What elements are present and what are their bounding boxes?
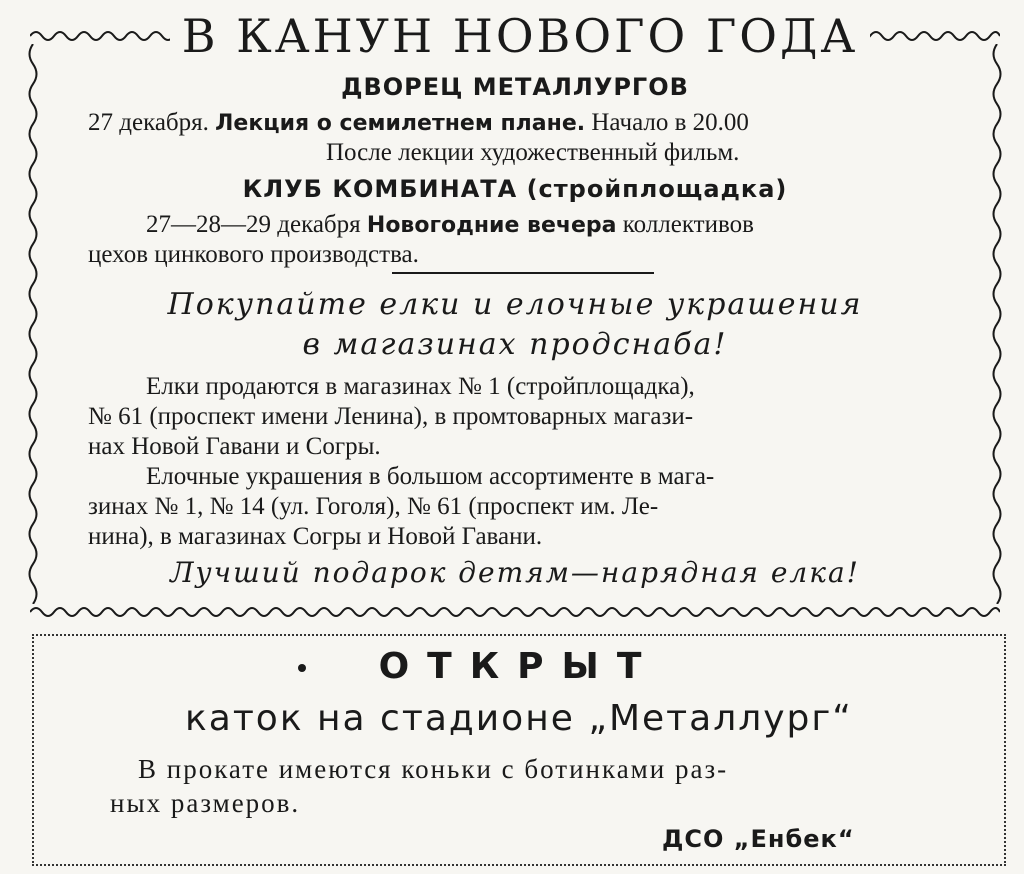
venue-metallurgists-palace: ДВОРЕЦ МЕТАЛЛУРГОВ xyxy=(341,73,689,101)
decor-line-2: зинах № 1, № 14 (ул. Гоголя), № 61 (проспект им. Ле- xyxy=(88,493,659,520)
lecture-line xyxy=(88,108,749,139)
wavy-border-left xyxy=(26,44,40,604)
closing-slogan: Лучший подарок детям—нарядная елка! xyxy=(170,556,860,589)
slogan-line-2: в магазинах продснаба! xyxy=(302,327,728,362)
wavy-border-bottom xyxy=(30,604,1000,620)
skating-rink-announcement xyxy=(32,634,1006,866)
rental-line-1: В прокате имеются коньки с ботинками раз- xyxy=(138,754,729,784)
trees-line-3: нах Новой Гавани и Согры. xyxy=(88,433,381,460)
evenings-dates: 27—28—29 декабря xyxy=(146,211,361,238)
trees-line-2: № 61 (проспект имени Ленина), в промтоварных магази- xyxy=(88,403,694,430)
slogan-line-1: Покупайте елки и елочные украшения xyxy=(167,287,863,322)
divider-rule xyxy=(392,272,654,274)
new-year-announcement xyxy=(20,8,1010,620)
lecture-date: 27 декабря. xyxy=(88,109,209,136)
wavy-border-right xyxy=(990,44,1004,604)
signature: ДСО „Енбек“ xyxy=(662,825,855,853)
venue-plant-club: КЛУБ КОМБИНАТА (стройплощадка) xyxy=(242,175,788,203)
lecture-title: Лекция о семилетнем плане. xyxy=(215,111,586,136)
rental-line-2: ных размеров. xyxy=(110,788,301,818)
headline: В КАНУН НОВОГО ГОДА xyxy=(170,10,870,62)
open-heading: ОТКРЫТ xyxy=(378,646,660,687)
evenings-line-2: цехов цинкового производства. xyxy=(88,241,419,268)
after-lecture-note: После лекции художественный фильм. xyxy=(326,139,740,166)
lecture-start-time: Начало в 20.00 xyxy=(591,109,749,136)
decor-line-3: нина), в магазинах Согры и Новой Гавани. xyxy=(88,523,543,550)
trees-line-1: Елки продаются в магазинах № 1 (стройплощадка), xyxy=(146,373,695,400)
evenings-rest: коллективов xyxy=(622,211,754,238)
decor-line-1: Елочные украшения в большом ассортименте в мага- xyxy=(146,463,715,490)
evenings-line xyxy=(146,210,754,241)
rink-title: каток на стадионе „Металлург“ xyxy=(185,698,853,739)
evenings-title: Новогодние вечера xyxy=(366,213,617,238)
